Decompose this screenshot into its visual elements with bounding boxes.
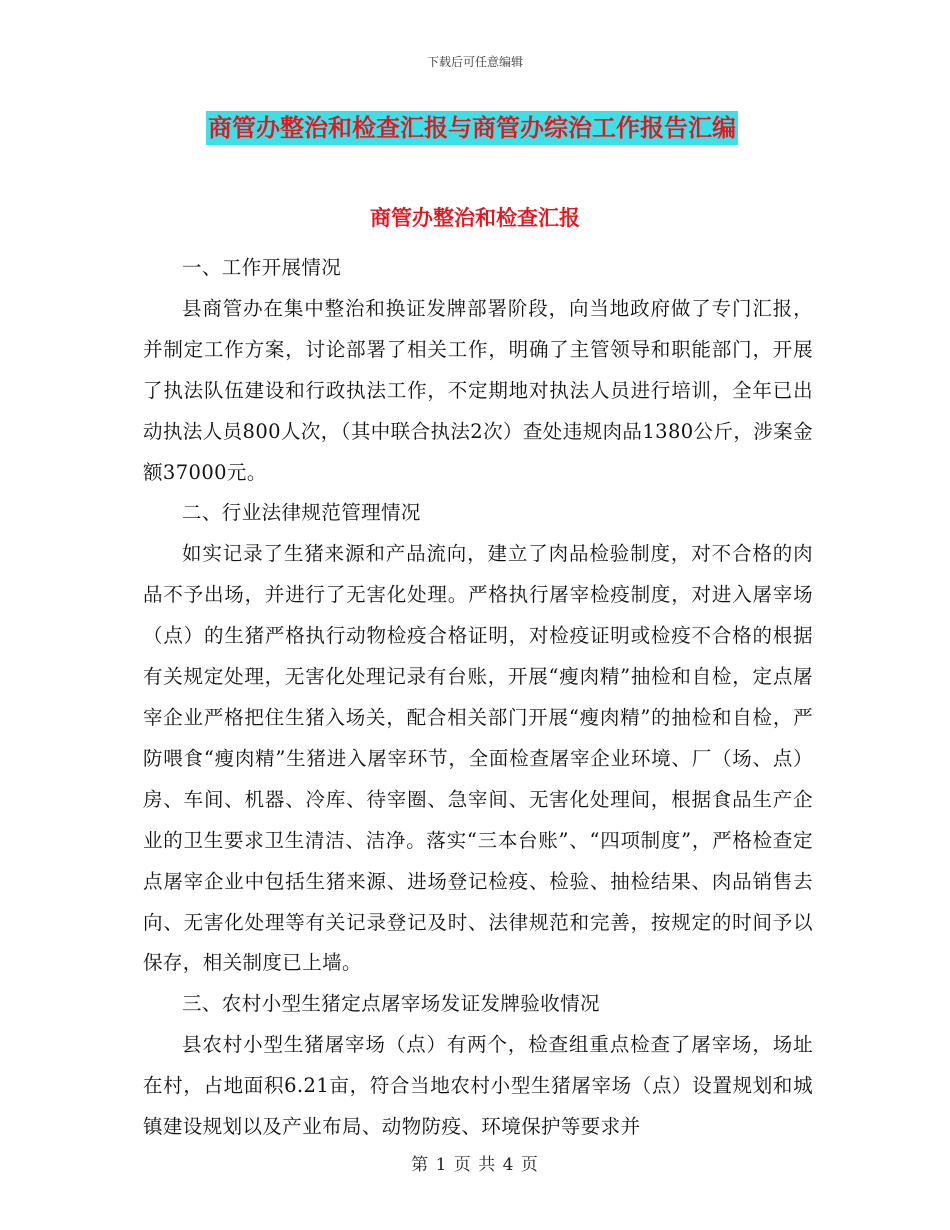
paragraph-legal-management: 如实记录了生猪来源和产品流向，建立了肉品检验制度，对不合格的肉品不予出场，并进行了无害化处理。严格执行屠宰检疫制度，对进入屠宰场（点）的生猪严格执行动物检疫合格证明，对检疫证明或检疫不合格的根据有关规定处理，无害化处理记录有台账，开展“瘦肉精”抽检和自检，定点屠宰企业严格把住生猪入场关，配合相关部门开展“瘦肉精”的抽检和自检，严防喂食“瘦肉精”生猪进入屠宰环节，全面检查屠宰企业环境、厂（场、点）房、车间、机器、冷库、待宰圈、急宰间、无害化处理间，根据食品生产企业的卫生要求卫生清洁、洁净。落实“三本台账”、“四项制度”，严格检查定点屠宰企业中包括生猪来源、进场登记检疫、检验、抽检结果、肉品销售去向、无害化处理等有关记录登记及时、法律规范和完善，按规定的时间予以保存，相关制度已上墙。 (143, 542, 813, 975)
document-body (143, 248, 813, 1148)
document-title: 商管办整治和检查汇报与商管办综治工作报告汇编 (206, 111, 738, 145)
paragraph-rural-slaughterhouse: 县农村小型生猪屠宰场（点）有两个，检查组重点检查了屠宰场，场址在村，占地面积6.21亩，符合当地农村小型生猪屠宰场（点）设置规划和城镇建设规划以及产业布局、动物防疫、环境保护等要求并 (143, 1033, 813, 1139)
heading-work-progress: 一、工作开展情况 (182, 256, 342, 279)
heading-rural-slaughterhouse: 三、农村小型生猪定点屠宰场发证发牌验收情况 (182, 992, 600, 1016)
page-indicator: 第 1 页 共 4 页 (411, 1155, 539, 1175)
header-note: 下载后可任意编辑 (426, 55, 523, 69)
heading-legal-management: 二、行业法律规范管理情况 (182, 501, 421, 525)
section-title: 商管办整治和检查汇报 (370, 205, 580, 230)
paragraph-work-progress: 县商管办在集中整治和换证发牌部署阶段，向当地政府做了专门汇报，并制定工作方案，讨论部署了相关工作，明确了主管领导和职能部门，开展了执法队伍建设和行政执法工作，不定期地对执法人员进行培训，全年已出动执法人员800人次，（其中联合执法2次）查处违规肉品1380公斤，涉案金额37000元。 (143, 296, 813, 484)
